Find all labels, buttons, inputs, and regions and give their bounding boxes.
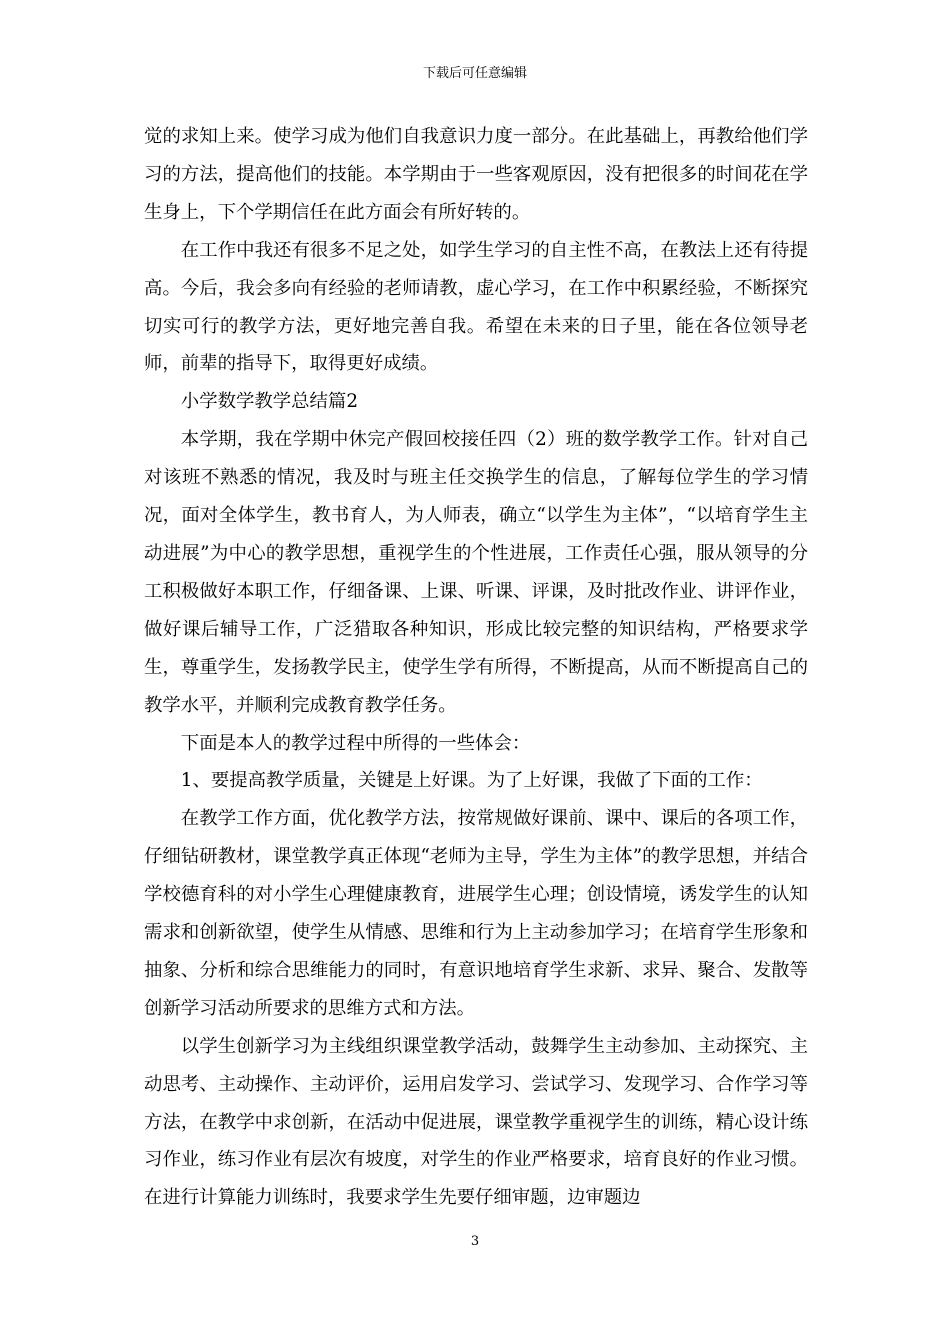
paragraph: 以学生创新学习为主线组织课堂教学活动，鼓舞学生主动参加、主动探究、主动思考、主动操作、主动评价，运用启发学习、尝试学习、发现学习、合作学习等方法，在教学中求创新，在活动中促进展，课堂教学重视学生的训练，精心设计练习作业，练习作业有层次有坡度，对学生的作业严格要求，培育良好的作业习惯。在进行计算能力训练时，我要求学生先要仔细审题，边审题边: [144, 1035, 808, 1209]
page-number: 3: [470, 1234, 480, 1249]
paragraph: 在教学工作方面，优化教学方法，按常规做好课前、课中、课后的各项工作，仔细钻研教材，课堂教学真正体现“老师为主导，学生为主体”的教学思想，并结合学校德育科的对小学生心理健康教育，进展学生心理；创设情境，诱发学生的认知需求和创新欲望，使学生从情感、思维和行为上主动参加学习；在培育学生形象和抽象、分析和综合思维能力的同时，有意识地培育学生求新、求异、聚合、发散等创新学习活动所要求的思维方式和方法。: [144, 808, 808, 1019]
page-header: 下载后可任意编辑: [422, 66, 527, 81]
paragraph: 觉的求知上来。使学习成为他们自我意识力度一部分。在此基础上，再教给他们学习的方法，提高他们的技能。本学期由于一些客观原因，没有把很多的时间花在学生身上，下个学期信任在此方面会有所好转的。: [144, 126, 808, 223]
paragraph: 1、要提高教学质量，关键是上好课。为了上好课，我做了下面的工作：: [180, 770, 763, 792]
paragraph: 下面是本人的教学过程中所得的一些体会：: [180, 732, 531, 754]
paragraph: 本学期，我在学期中休完产假回校接任四（2）班的数学教学工作。针对自己对该班不熟悉的情况，我及时与班主任交换学生的信息，了解每位学生的学习情况，面对全体学生，教书育人，为人师表，确立“以学生为主体”，“以培育学生主动进展”为中心的教学思想，重视学生的个性进展，工作责任心强，服从领导的分工积极做好本职工作，仔细备课、上课、听课、评课，及时批改作业、讲评作业，做好课后辅导工作，广泛猎取各种知识，形成比较完整的知识结构，严格要求学生，尊重学生，发扬教学民主，使学生学有所得，不断提高，从而不断提高自己的教学水平，并顺利完成教育教学任务。: [144, 429, 808, 716]
section-heading: 小学数学教学总结篇2: [180, 391, 359, 413]
paragraph: 在工作中我还有很多不足之处，如学生学习的自主性不高，在教法上还有待提高。今后，我会多向有经验的老师请教，虚心学习，在工作中积累经验，不断探究切实可行的教学方法，更好地完善自我。希望在未来的日子里，能在各位领导老师，前辈的指导下，取得更好成绩。: [144, 239, 808, 375]
document-body: [144, 118, 808, 1217]
